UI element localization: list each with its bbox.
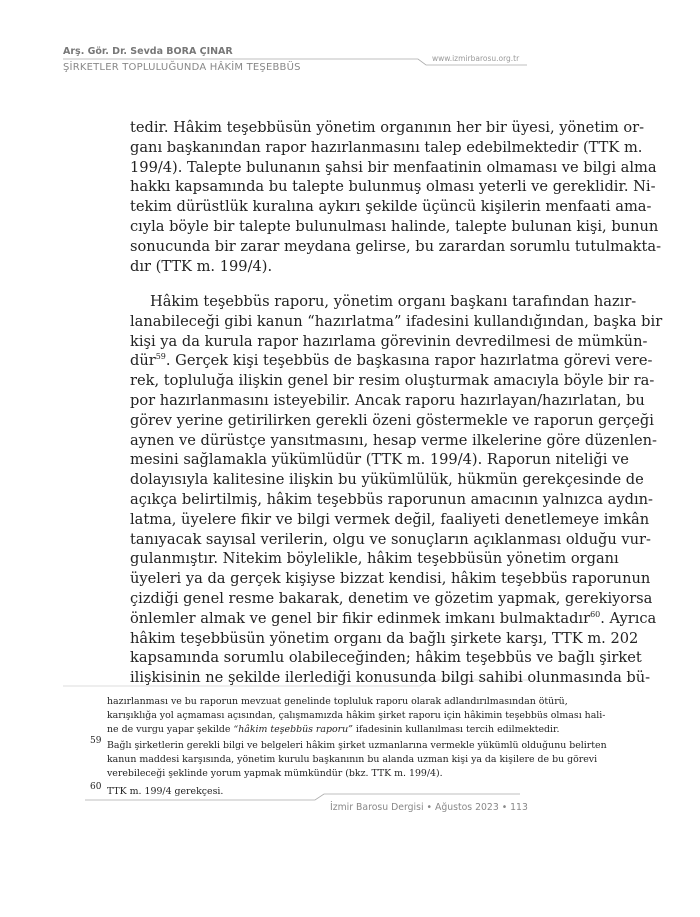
text-line: karışıklığa yol açmaması açısından, çalışmamızda hâkim şirket raporu için hâkimin teşebbüs olması hali- <box>107 710 606 721</box>
text-line: dır (TTK m. 199/4). <box>130 257 273 275</box>
header-article-title: ŞİRKETLER TOPLULUĞUNDA HÂKİM TEŞEBBÜS <box>63 62 301 73</box>
text-line: lanabileceği gibi kanun “hazırlatma” ifadesini kullandığından, başka bir <box>130 312 663 330</box>
text-line: por hazırlanmasını isteyebilir. Ancak raporu hazırlayan/hazırlatan, bu <box>130 391 645 409</box>
text-line: 199/4). Talepte bulunanın şahsi bir menfaatinin olmaması ve bilgi alma <box>130 158 657 176</box>
text-line: ne de vurgu yapar şekilde “hâkim teşebbüs raporu” ifadesinin kullanılması tercih edilmektedir. <box>107 724 560 735</box>
emphasis: “hâkim teşebbüs raporu” <box>233 724 353 735</box>
footnote-60 <box>90 782 530 799</box>
text-line: TTK m. 199/4 gerekçesi. <box>107 786 224 797</box>
text-line: gulanmıştır. Nitekim böylelikle, hâkim teşebbüsün yönetim organı <box>130 550 619 568</box>
text-line: verebileceği şeklinde yorum yapmak mümkündür (bkz. TTK m. 199/4). <box>107 768 443 779</box>
footnote-number: 59 <box>90 736 102 746</box>
body-paragraph <box>130 118 661 276</box>
text-line: dür$^{59}$. Gerçek kişi teşebbüs de başkasına rapor hazırlatma görevi vere- <box>130 352 653 370</box>
text-line: sonucunda bir zarar meydana gelirse, bu zarardan sorumlu tutulmakta- <box>130 237 661 255</box>
text-line: kanun maddesi karşısında, yönetim kurulu başkanının bu alanda uzman kişi ya da kişilere de bu görevi <box>107 754 598 765</box>
text-line: tanıyacak sayısal verilerin, olgu ve sonuçların açıklanması olduğu vur- <box>130 530 651 548</box>
header-url: www.izmirbarosu.org.tr <box>432 54 520 63</box>
text-line: Bağlı şirketlerin gerekli bilgi ve belgeleri hâkim şirket uzmanlarına vermekle yükümlü olduğunu belirten <box>107 740 607 751</box>
text-line: tedir. Hâkim teşebbüsün yönetim organının her bir üyesi, yönetim or- <box>130 119 645 136</box>
text-line: ilişkisinin ne şekilde ilerlediği konusunda bilgi sahibi olunmasında bü- <box>130 669 651 687</box>
text-line: dolayısıyla kalitesine ilişkin bu yükümlülük, hükmün gerekçesinde de <box>130 471 644 489</box>
text-line: hakkı kapsamında bu talepte bulunmuş olması yeterli ve gereklidir. Ni- <box>130 178 656 196</box>
text-line: görev yerine getirilirken gerekli özeni göstermekle ve raporun gerçeği <box>130 411 654 429</box>
text-line: rek, topluluğa ilişkin genel bir resim oluşturmak amacıyla böyle bir ra- <box>130 372 655 390</box>
body-paragraph <box>130 292 663 688</box>
footnote-number: 60 <box>90 782 102 792</box>
text-line: hazırlanması ve bu raporun mevzuat genelinde topluluk raporu olarak adlandırılmasından ötürü, <box>107 696 568 707</box>
text-line: üyeleri ya da gerçek kişiyse bizzat kendisi, hâkim teşebbüs raporunun <box>130 570 651 588</box>
text-line: kişi ya da kurula rapor hazırlama görevinin devredilmesi de mümkün- <box>130 332 648 350</box>
text-line: ganı başkanından rapor hazırlanmasını talep edebilmektedir (TTK m. <box>130 138 643 156</box>
text-line: aynen ve dürüstçe yansıtmasını, hesap verme ilkelerine göre düzenlen- <box>130 431 657 449</box>
text-line: latma, üyelere fikir ve bilgi vermek değil, faaliyeti denetlemeye imkân <box>130 510 650 528</box>
text-line: Hâkim teşebbüs raporu, yönetim organı başkanı tarafından hazır- <box>150 293 637 310</box>
header-author: Arş. Gör. Dr. Sevda BORA ÇINAR <box>63 46 233 57</box>
text-line: kapsamında sorumlu olabileceğinden; hâkim teşebbüs ve bağlı şirket <box>130 649 642 667</box>
text-line: tekim dürüstlük kuralına aykırı şekilde üçüncü kişilerin menfaati ama- <box>130 198 652 216</box>
text-line: çizdiği genel resme bakarak, denetim ve gözetim yapmak, gerekiyorsa <box>130 589 653 607</box>
text-line: hâkim teşebbüsün yönetim organı da bağlı şirkete karşı, TTK m. 202 <box>130 629 639 647</box>
text-line: mesini sağlamakla yükümlüdür (TTK m. 199/4). Raporun niteliği ve <box>130 451 629 469</box>
footnote-continued <box>107 695 606 737</box>
footnote-reference: 59 <box>155 352 166 362</box>
page-footer: İzmir Barosu Dergisi • Ağustos 2023 • 113 <box>330 802 528 813</box>
footnote-59 <box>90 736 607 781</box>
text-line: açıkça belirtilmiş, hâkim teşebbüs raporunun amacının yalnızca aydın- <box>130 490 653 508</box>
text-line: cıyla böyle bir talepte bulunulması halinde, talepte bulunan kişi, bunun <box>130 217 659 235</box>
footnote-reference: 60 <box>590 609 601 619</box>
text-line: önlemler almak ve genel bir fikir edinmek imkanı bulmaktadır$^{60}$. Ayrıca <box>130 609 657 627</box>
